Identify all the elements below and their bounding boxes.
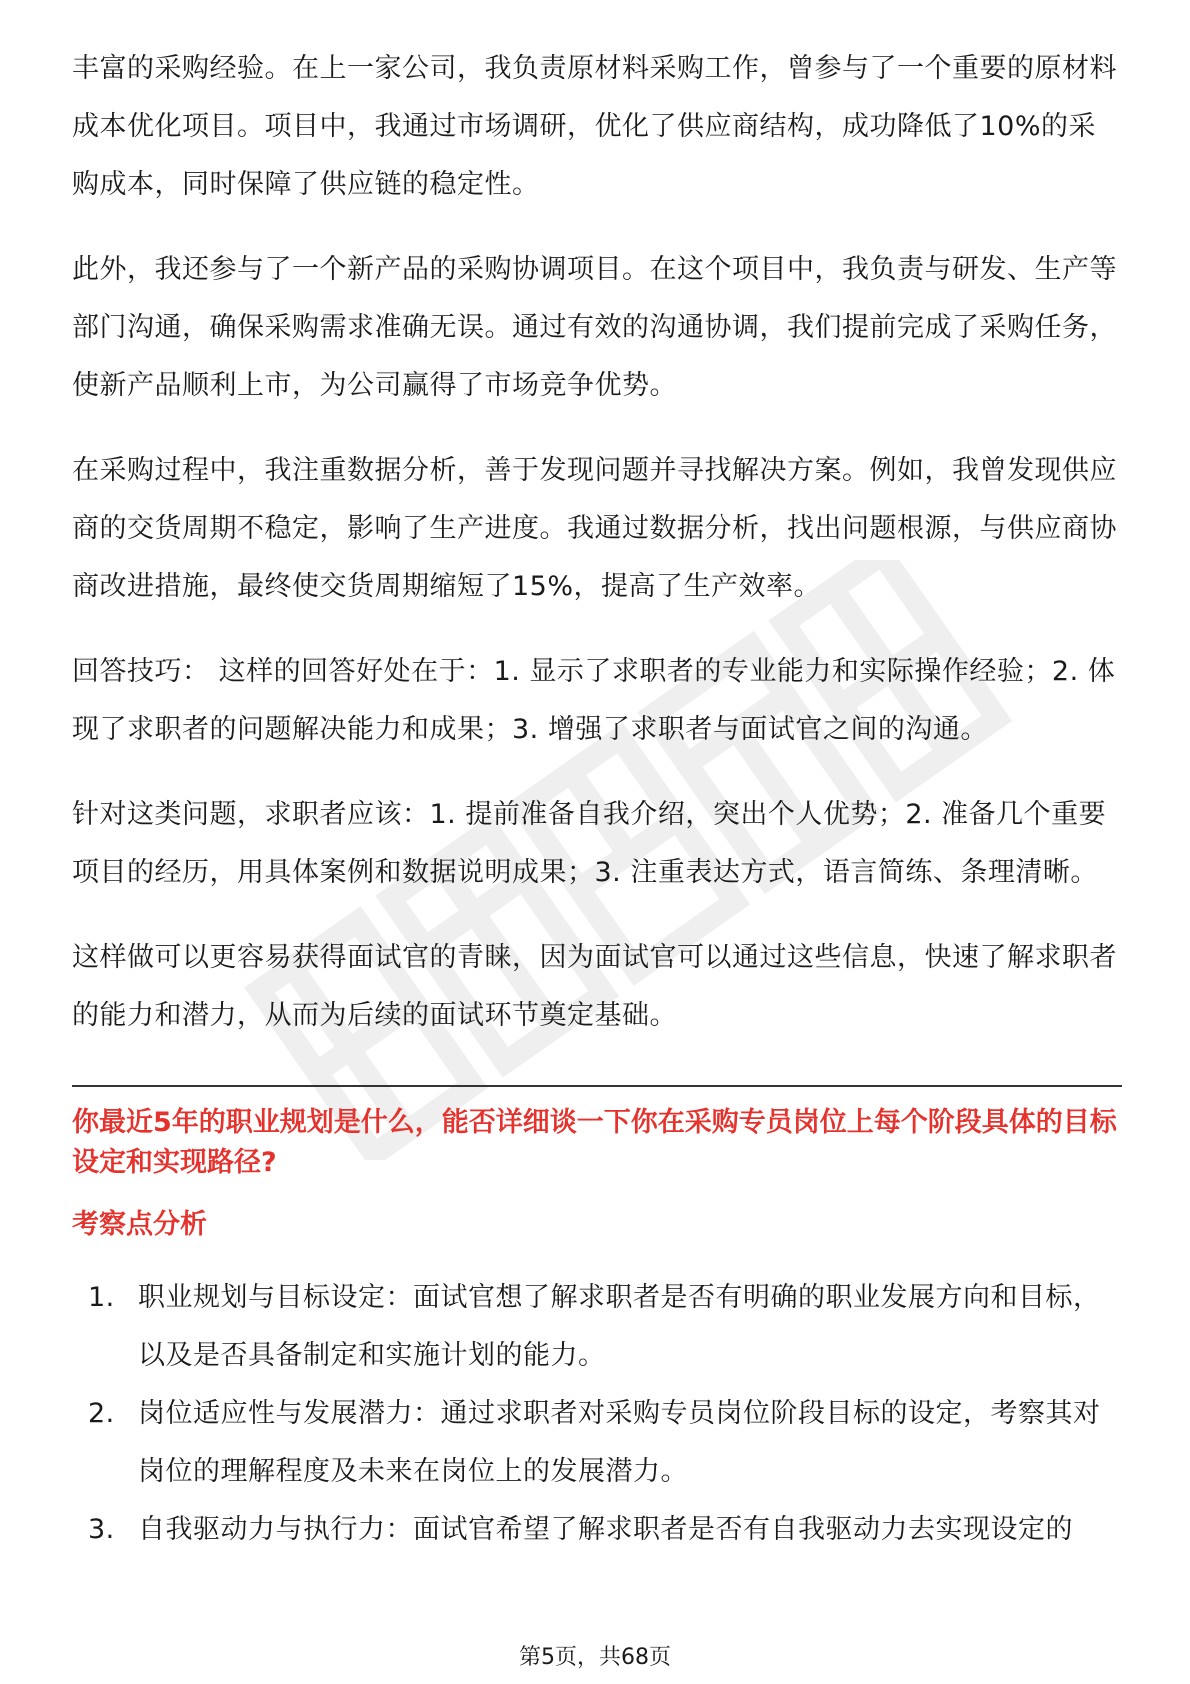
page-number: 第5页，共68页 <box>519 1645 671 1670</box>
paragraph-answer-tips: 回答技巧： 这样的回答好处在于：1. 显示了求职者的专业能力和实际操作经验；2. 体现了求职者的问题解决能力和成果；3. 增强了求职者与面试官之间的沟通。 <box>72 656 1116 745</box>
list-item-text: 自我驱动力与执行力：面试官希望了解求职者是否有自我驱动力去实现设定的 <box>138 1514 1073 1545</box>
section-title: 考察点分析 <box>72 1209 207 1240</box>
analysis-points-list <box>72 1269 1122 1559</box>
list-item <box>86 1385 1122 1501</box>
list-item-text: 职业规划与目标设定：面试官想了解求职者是否有明确的职业发展方向和目标，以及是否具备制定和实施计划的能力。 <box>138 1282 1101 1371</box>
interview-question: 你最近5年的职业规划是什么，能否详细谈一下你在采购专员岗位上每个阶段具体的目标设定和实现路径? <box>72 1107 1117 1178</box>
list-item-text: 岗位适应性与发展潜力：通过求职者对采购专员岗位阶段目标的设定，考察其对岗位的理解程度及未来在岗位上的发展潜力。 <box>138 1398 1101 1487</box>
paragraph-experience: 丰富的采购经验。在上一家公司，我负责原材料采购工作，曾参与了一个重要的原材料成本优化项目。项目中，我通过市场调研，优化了供应商结构，成功降低了10%的采购成本，同时保障了供应链的稳定性。 <box>72 53 1117 200</box>
list-item <box>86 1269 1122 1385</box>
list-item-number: 3. <box>88 1514 115 1545</box>
paragraph-data-analysis: 在采购过程中，我注重数据分析，善于发现问题并寻找解决方案。例如，我曾发现供应商的交货周期不稳定，影响了生产进度。我通过数据分析，找出问题根源，与供应商协商改进措施，最终使交货周期缩短了15%，提高了生产效率。 <box>72 455 1117 602</box>
section-divider <box>72 1085 1122 1087</box>
page-content <box>72 40 1122 1559</box>
paragraph-conclusion: 这样做可以更容易获得面试官的青睐，因为面试官可以通过这些信息，快速了解求职者的能力和潜力，从而为后续的面试环节奠定基础。 <box>72 942 1117 1031</box>
list-item-number: 1. <box>88 1282 115 1313</box>
paragraph-advice: 针对这类问题，求职者应该：1. 提前准备自我介绍，突出个人优势；2. 准备几个重要项目的经历，用具体案例和数据说明成果；3. 注重表达方式，语言简练、条理清晰。 <box>72 799 1107 888</box>
list-item <box>86 1501 1122 1559</box>
paragraph-coordination: 此外，我还参与了一个新产品的采购协调项目。在这个项目中，我负责与研发、生产等部门沟通，确保采购需求准确无误。通过有效的沟通协调，我们提前完成了采购任务，使新产品顺利上市，为公司赢得了市场竞争优势。 <box>72 254 1117 401</box>
list-item-number: 2. <box>88 1398 115 1429</box>
